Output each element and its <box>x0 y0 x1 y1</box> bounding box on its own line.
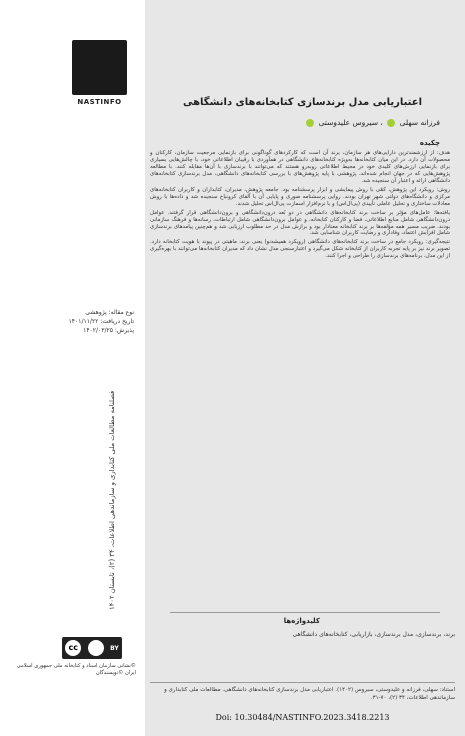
abstract-method: روش: رویکرد این پژوهش، کمّی با روش پیمایشی و ابزار پرسشنامه بود. جامعه پژوهش، مدیران، کتابداران و کاربران کتابخانه‌های مرکزی و دانشگاه‌های دولتی شهر تهران بودند. روایی پرسشنامه صوری و پایایی آن با آلفای کرونباخ سنجیده شد و داده‌ها با روش معادلات ساختاری و تحلیل عاملی تأییدی (پی‌ال‌اس) و با نرم‌افزار اسمارت پی‌ال‌اس تحلیل شدند. <box>150 186 450 207</box>
doi-link[interactable]: Doi: 10.30484/NASTINFO.2023.3418.2213 <box>215 713 390 722</box>
abstract-body <box>150 150 450 262</box>
article-type: نوع مقاله: پژوهشی <box>85 309 134 316</box>
author-1-marker: ، <box>380 118 383 127</box>
journal-logo <box>72 40 127 110</box>
citation: استناد: سهلی، فرزانه و علیدوستی، سیروس (۱۴۰۲). اعتباریابی مدل برندسازی کتابخانه‌های دانشگاهی. مطالعات ملی کتابداری و سازماندهی اطلاعات، ۳۴ (۲)، ۷۰-۳۱. <box>164 687 455 701</box>
article-meta <box>10 308 134 335</box>
by-person-icon <box>88 640 104 656</box>
main-panel <box>145 0 465 736</box>
author-1: فرزانه سهلی <box>399 118 440 127</box>
journal-vertical-label: فصلنامه مطالعات ملی کتابداری و سازماندهی اطلاعات، ۳۴ (۲)، تابستان ۱۴۰۲ <box>108 390 116 610</box>
authors <box>150 118 440 127</box>
accepted-date: پذیرش: ۱۴۰۲/۰۳/۲۵ <box>83 327 134 334</box>
orcid-icon[interactable] <box>387 119 395 127</box>
sidebar <box>0 0 145 736</box>
abstract-heading: چکیده <box>419 139 440 147</box>
abstract-purpose: هدف: از ارزشمندترین دارایی‌های هر سازمان، برند آن است که کارکردهای گوناگونی برای بازنمایی مرجعیت سازمان، کارکنان و محصولات آن دارد. در این میان کتابخانه‌ها به‌ویژه کتابخانه‌های دانشگاهی در همآوردی با رقیبان اطلاعاتی خود، با چالش‌هایی بسیاری برای بازنمایی ارزش‌های کلیدی خود در محیط اطلاعاتی روبه‌رو هستند که می‌توانند با برندسازی با آن‌ها مقابله کنند. با مطالعه پژوهش‌هایی که در جهان انجام شده‌اند، پژوهشی با پایه پژوهش‌های با بررسی کتابخانه‌های دانشگاهی، مدل برندسازی کتابخانه‌های دانشگاهی ارائه و اعتبار آن سنجیده شد. <box>150 150 450 184</box>
cc-license-badge[interactable] <box>62 637 122 659</box>
divider <box>170 612 440 613</box>
logo-text: NASTINFO <box>77 98 122 106</box>
received-date: تاریخ دریافت: ۱۴۰۱/۱۱/۲۲ <box>68 318 134 325</box>
cc-icon: cc <box>65 640 81 656</box>
keywords: برند، برندسازی، مدل برندسازی، بازاریابی، کتابخانه‌های دانشگاهی <box>292 631 455 638</box>
abstract-findings: یافته‌ها: عامل‌های مؤثر بر ساخت برند کتابخانه‌های دانشگاهی در دو بُعد درون‌دانشگاهی و برون‌دانشگاهی قرار گرفتند. عوامل درون‌دانشگاهی شامل منابع اطلاعاتی، فضا و کارکنان کتابخانه، و عوامل برون‌دانشگاهی شامل ارتباطات، رسانه‌ها و فرهنگ سازمانی بودند. ضریب مسیر همه مؤلفه‌ها بر برند کتابخانه معنادار بود و برازش مدل در حد مطلوب ارزیابی شد و هم‌چنین پیامدهای برندسازی شامل افزایش اعتماد، وفاداری و رضایت کاربران شناسایی شد. <box>150 209 450 237</box>
article-title: اعتباریابی مدل برندسازی کتابخانه‌های دانشگاهی <box>182 97 423 108</box>
license-text: ©نشانی سازمان اسناد و کتابخانه ملی جمهوری اسلامی ایران ©نویسندگان <box>16 663 136 676</box>
abstract-conclusion: نتیجه‌گیری: رویکرد جامع در ساخت برند کتابخانه‌های دانشگاهی (رویکرد همیشه‌نو) یعنی برند، ماهیتی در پیوند با هویت کتابخانه دارد. تصویر برند نیز بر پایه تجربه کاربران از کتابخانه شکل می‌گیرد و اعتبارسنجی مدل نشان داد که مدیران کتابخانه‌ها می‌توانند با بهره‌گیری از این مدل، برنامه‌های برندسازی را طراحی و اجرا کنند. <box>150 239 450 260</box>
calligraphy-logo-icon <box>72 40 127 95</box>
by-icon: BY <box>110 644 119 652</box>
orcid-icon[interactable] <box>306 119 314 127</box>
author-2: سیروس علیدوستی <box>318 118 378 127</box>
keywords-heading: کلیدواژه‌ها <box>283 617 320 625</box>
divider <box>150 682 455 683</box>
